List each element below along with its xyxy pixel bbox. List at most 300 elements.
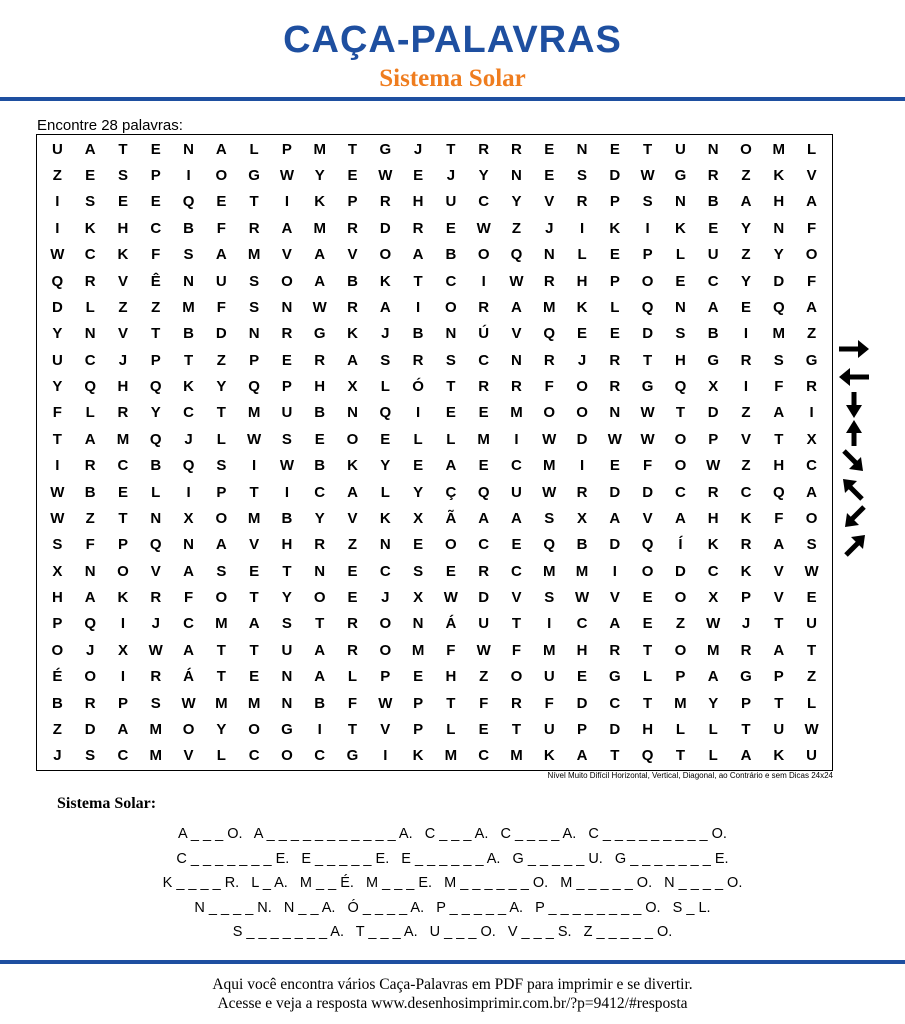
- grid-letter[interactable]: C: [314, 483, 326, 501]
- grid-letter[interactable]: P: [150, 351, 161, 369]
- grid-letter[interactable]: W: [279, 457, 295, 475]
- grid-letter[interactable]: R: [740, 641, 752, 659]
- grid-letter[interactable]: E: [445, 404, 456, 422]
- grid-letter[interactable]: S: [642, 193, 653, 211]
- grid-letter[interactable]: V: [544, 193, 555, 211]
- grid-letter[interactable]: I: [120, 668, 126, 686]
- grid-letter[interactable]: Q: [543, 325, 556, 343]
- grid-letter[interactable]: I: [481, 272, 486, 290]
- grid-letter[interactable]: D: [642, 483, 654, 501]
- grid-letter[interactable]: D: [707, 404, 719, 422]
- grid-letter[interactable]: G: [674, 167, 687, 185]
- grid-letter[interactable]: E: [216, 193, 227, 211]
- grid-letter[interactable]: E: [117, 193, 128, 211]
- grid-letter[interactable]: M: [510, 747, 523, 765]
- grid-letter[interactable]: A: [248, 615, 260, 633]
- grid-letter[interactable]: Q: [772, 483, 785, 501]
- grid-letter[interactable]: I: [612, 562, 617, 580]
- grid-letter[interactable]: O: [281, 747, 293, 765]
- grid-letter[interactable]: E: [478, 404, 489, 422]
- grid-letter[interactable]: A: [183, 562, 194, 580]
- grid-letter[interactable]: U: [675, 140, 686, 158]
- grid-letter[interactable]: E: [380, 430, 391, 448]
- grid-letter[interactable]: K: [740, 562, 752, 580]
- grid-letter[interactable]: T: [675, 747, 686, 765]
- grid-letter[interactable]: F: [183, 589, 194, 607]
- grid-letter[interactable]: Y: [150, 404, 161, 422]
- grid-letter[interactable]: C: [117, 457, 129, 475]
- grid-letter[interactable]: R: [314, 536, 326, 554]
- grid-letter[interactable]: Q: [248, 378, 260, 396]
- grid-letter[interactable]: M: [247, 246, 261, 264]
- grid-letter[interactable]: N: [773, 219, 785, 237]
- grid-letter[interactable]: W: [148, 641, 163, 659]
- grid-letter[interactable]: O: [576, 404, 588, 422]
- grid-letter[interactable]: R: [478, 378, 490, 396]
- grid-letter[interactable]: W: [443, 589, 458, 607]
- grid-letter[interactable]: W: [476, 219, 491, 237]
- grid-letter[interactable]: M: [116, 430, 130, 448]
- grid-letter[interactable]: S: [150, 694, 161, 712]
- grid-letter[interactable]: A: [445, 457, 457, 475]
- grid-letter[interactable]: O: [51, 641, 64, 659]
- grid-letter[interactable]: H: [773, 457, 785, 475]
- grid-letter[interactable]: A: [740, 193, 752, 211]
- grid-letter[interactable]: B: [445, 246, 457, 264]
- grid-letter[interactable]: Z: [807, 668, 817, 686]
- grid-letter[interactable]: S: [85, 193, 96, 211]
- grid-letter[interactable]: R: [84, 694, 96, 712]
- grid-letter[interactable]: Q: [641, 298, 654, 316]
- grid-letter[interactable]: Q: [149, 430, 162, 448]
- grid-letter[interactable]: F: [446, 641, 456, 659]
- grid-letter[interactable]: C: [675, 483, 686, 501]
- grid-letter[interactable]: H: [576, 641, 588, 659]
- grid-letter[interactable]: W: [378, 167, 393, 185]
- grid-letter[interactable]: G: [248, 167, 260, 185]
- grid-letter[interactable]: K: [412, 747, 424, 765]
- grid-letter[interactable]: O: [281, 272, 293, 290]
- grid-letter[interactable]: G: [346, 747, 359, 765]
- grid-letter[interactable]: C: [117, 747, 129, 765]
- grid-letter[interactable]: R: [412, 219, 424, 237]
- grid-letter[interactable]: I: [383, 747, 388, 765]
- grid-letter[interactable]: B: [150, 457, 162, 475]
- grid-letter[interactable]: Y: [281, 589, 292, 607]
- grid-letter[interactable]: I: [120, 615, 126, 633]
- grid-letter[interactable]: D: [773, 272, 785, 290]
- grid-letter[interactable]: T: [610, 747, 620, 765]
- grid-letter[interactable]: H: [412, 193, 424, 211]
- grid-letter[interactable]: R: [576, 483, 588, 501]
- grid-letter[interactable]: N: [675, 298, 686, 316]
- grid-letter[interactable]: I: [809, 404, 814, 422]
- grid-letter[interactable]: S: [183, 246, 194, 264]
- grid-letter[interactable]: C: [609, 694, 621, 712]
- grid-letter[interactable]: N: [609, 404, 621, 422]
- grid-letter[interactable]: E: [544, 167, 555, 185]
- grid-letter[interactable]: H: [314, 378, 326, 396]
- grid-letter[interactable]: B: [347, 272, 358, 290]
- grid-letter[interactable]: T: [413, 272, 423, 290]
- grid-letter[interactable]: X: [413, 589, 424, 607]
- grid-letter[interactable]: Y: [741, 219, 752, 237]
- grid-letter[interactable]: L: [249, 140, 259, 158]
- grid-letter[interactable]: S: [445, 351, 456, 369]
- grid-letter[interactable]: R: [347, 615, 358, 633]
- grid-letter[interactable]: T: [52, 430, 62, 448]
- grid-letter[interactable]: C: [478, 351, 490, 369]
- grid-letter[interactable]: M: [706, 641, 720, 659]
- grid-letter[interactable]: Z: [347, 536, 358, 554]
- grid-letter[interactable]: L: [643, 668, 653, 686]
- grid-letter[interactable]: P: [609, 193, 620, 211]
- grid-letter[interactable]: N: [347, 404, 358, 422]
- grid-letter[interactable]: N: [84, 325, 96, 343]
- grid-letter[interactable]: S: [773, 351, 784, 369]
- grid-letter[interactable]: G: [609, 668, 621, 686]
- grid-letter[interactable]: T: [315, 615, 325, 633]
- grid-letter[interactable]: Q: [84, 378, 97, 396]
- grid-letter[interactable]: P: [216, 483, 227, 501]
- grid-letter[interactable]: O: [674, 641, 687, 659]
- grid-letter[interactable]: R: [84, 457, 96, 475]
- grid-letter[interactable]: F: [544, 378, 554, 396]
- grid-letter[interactable]: A: [806, 483, 818, 501]
- grid-letter[interactable]: E: [609, 457, 620, 475]
- grid-letter[interactable]: Ê: [150, 272, 161, 290]
- grid-letter[interactable]: Z: [85, 509, 95, 527]
- grid-letter[interactable]: N: [379, 536, 391, 554]
- grid-letter[interactable]: A: [806, 298, 818, 316]
- grid-letter[interactable]: Y: [380, 457, 391, 475]
- grid-letter[interactable]: É: [52, 668, 63, 686]
- grid-letter[interactable]: M: [543, 298, 556, 316]
- grid-letter[interactable]: N: [183, 140, 194, 158]
- grid-letter[interactable]: O: [379, 615, 392, 633]
- grid-letter[interactable]: E: [347, 562, 358, 580]
- grid-letter[interactable]: O: [674, 589, 687, 607]
- grid-letter[interactable]: S: [117, 167, 128, 185]
- grid-letter[interactable]: M: [543, 562, 556, 580]
- grid-letter[interactable]: Y: [314, 167, 325, 185]
- grid-letter[interactable]: C: [84, 246, 96, 264]
- grid-letter[interactable]: L: [446, 720, 456, 738]
- grid-letter[interactable]: I: [186, 167, 191, 185]
- grid-letter[interactable]: C: [740, 483, 752, 501]
- grid-letter[interactable]: N: [281, 298, 293, 316]
- grid-letter[interactable]: B: [281, 509, 293, 527]
- grid-letter[interactable]: E: [609, 246, 620, 264]
- grid-letter[interactable]: I: [55, 457, 60, 475]
- grid-letter[interactable]: I: [186, 483, 191, 501]
- grid-letter[interactable]: Y: [52, 325, 63, 343]
- grid-letter[interactable]: K: [117, 589, 129, 607]
- grid-letter[interactable]: T: [511, 720, 522, 738]
- grid-letter[interactable]: K: [183, 378, 194, 396]
- grid-letter[interactable]: Q: [510, 246, 523, 264]
- grid-letter[interactable]: P: [52, 615, 63, 633]
- grid-letter[interactable]: P: [741, 589, 752, 607]
- grid-letter[interactable]: M: [543, 457, 556, 475]
- grid-letter[interactable]: A: [347, 483, 358, 501]
- grid-letter[interactable]: K: [314, 193, 326, 211]
- grid-letter[interactable]: H: [773, 193, 785, 211]
- grid-letter[interactable]: D: [609, 536, 621, 554]
- grid-letter[interactable]: T: [643, 641, 653, 659]
- grid-letter[interactable]: W: [640, 167, 655, 185]
- grid-letter[interactable]: S: [413, 562, 424, 580]
- grid-letter[interactable]: M: [444, 747, 458, 765]
- grid-letter[interactable]: E: [150, 140, 161, 158]
- grid-letter[interactable]: C: [150, 219, 162, 237]
- grid-letter[interactable]: G: [740, 668, 752, 686]
- grid-letter[interactable]: V: [183, 747, 194, 765]
- grid-letter[interactable]: V: [609, 589, 620, 607]
- grid-letter[interactable]: W: [640, 430, 655, 448]
- grid-letter[interactable]: D: [576, 694, 588, 712]
- grid-letter[interactable]: E: [478, 457, 489, 475]
- grid-letter[interactable]: C: [248, 747, 260, 765]
- grid-letter[interactable]: S: [85, 747, 96, 765]
- grid-letter[interactable]: U: [511, 483, 522, 501]
- grid-letter[interactable]: I: [514, 430, 519, 448]
- grid-letter[interactable]: G: [281, 720, 293, 738]
- grid-letter[interactable]: T: [151, 325, 161, 343]
- grid-letter[interactable]: W: [50, 483, 65, 501]
- grid-letter[interactable]: N: [281, 668, 293, 686]
- grid-letter[interactable]: T: [282, 562, 292, 580]
- grid-letter[interactable]: R: [117, 404, 129, 422]
- grid-letter[interactable]: I: [252, 457, 257, 475]
- grid-letter[interactable]: X: [806, 430, 817, 448]
- grid-letter[interactable]: L: [675, 720, 686, 738]
- grid-letter[interactable]: E: [642, 589, 653, 607]
- grid-letter[interactable]: Q: [182, 457, 195, 475]
- grid-letter[interactable]: F: [151, 246, 161, 264]
- grid-letter[interactable]: U: [281, 641, 293, 659]
- grid-letter[interactable]: T: [446, 140, 456, 158]
- grid-letter[interactable]: A: [576, 747, 588, 765]
- grid-letter[interactable]: Z: [675, 615, 686, 633]
- grid-letter[interactable]: E: [347, 167, 358, 185]
- grid-letter[interactable]: L: [610, 298, 620, 316]
- grid-letter[interactable]: S: [544, 509, 555, 527]
- grid-letter[interactable]: A: [412, 246, 424, 264]
- grid-letter[interactable]: T: [741, 720, 751, 738]
- grid-letter[interactable]: S: [577, 167, 588, 185]
- grid-letter[interactable]: V: [117, 272, 128, 290]
- grid-letter[interactable]: J: [413, 140, 423, 158]
- grid-letter[interactable]: R: [150, 668, 162, 686]
- grid-letter[interactable]: T: [216, 404, 226, 422]
- grid-letter[interactable]: B: [576, 536, 588, 554]
- grid-letter[interactable]: Z: [52, 167, 62, 185]
- grid-letter[interactable]: A: [773, 641, 785, 659]
- grid-letter[interactable]: E: [249, 668, 260, 686]
- grid-letter[interactable]: B: [183, 219, 194, 237]
- grid-letter[interactable]: R: [543, 272, 555, 290]
- grid-letter[interactable]: T: [183, 351, 194, 369]
- grid-letter[interactable]: Z: [151, 298, 161, 316]
- grid-letter[interactable]: E: [413, 457, 424, 475]
- grid-letter[interactable]: A: [707, 298, 719, 316]
- grid-letter[interactable]: V: [642, 509, 653, 527]
- grid-letter[interactable]: W: [181, 694, 196, 712]
- grid-letter[interactable]: R: [281, 325, 293, 343]
- grid-letter[interactable]: N: [511, 351, 522, 369]
- grid-letter[interactable]: S: [249, 272, 260, 290]
- grid-letter[interactable]: F: [479, 694, 489, 712]
- grid-letter[interactable]: P: [609, 272, 620, 290]
- grid-letter[interactable]: Ç: [445, 483, 457, 501]
- grid-letter[interactable]: P: [150, 167, 161, 185]
- grid-letter[interactable]: O: [379, 641, 392, 659]
- grid-letter[interactable]: A: [740, 747, 752, 765]
- grid-letter[interactable]: S: [216, 457, 227, 475]
- grid-letter[interactable]: W: [542, 483, 557, 501]
- grid-letter[interactable]: A: [347, 351, 358, 369]
- grid-letter[interactable]: E: [708, 219, 719, 237]
- grid-letter[interactable]: S: [281, 430, 292, 448]
- grid-letter[interactable]: M: [247, 404, 261, 422]
- grid-letter[interactable]: W: [706, 615, 721, 633]
- grid-letter[interactable]: H: [642, 720, 654, 738]
- grid-letter[interactable]: C: [183, 615, 194, 633]
- grid-letter[interactable]: R: [740, 536, 752, 554]
- grid-letter[interactable]: C: [314, 747, 326, 765]
- grid-letter[interactable]: U: [445, 193, 457, 211]
- grid-letter[interactable]: R: [347, 641, 358, 659]
- grid-letter[interactable]: A: [215, 536, 227, 554]
- grid-letter[interactable]: R: [511, 694, 522, 712]
- grid-letter[interactable]: K: [576, 298, 588, 316]
- grid-letter[interactable]: C: [379, 562, 391, 580]
- grid-letter[interactable]: O: [477, 246, 490, 264]
- grid-letter[interactable]: J: [381, 325, 390, 343]
- grid-letter[interactable]: O: [215, 167, 228, 185]
- grid-letter[interactable]: R: [707, 483, 719, 501]
- grid-letter[interactable]: M: [772, 140, 786, 158]
- grid-letter[interactable]: Q: [772, 298, 785, 316]
- grid-letter[interactable]: N: [84, 562, 96, 580]
- grid-letter[interactable]: N: [412, 615, 424, 633]
- grid-letter[interactable]: E: [741, 298, 752, 316]
- grid-letter[interactable]: B: [183, 325, 194, 343]
- grid-letter[interactable]: K: [379, 509, 391, 527]
- grid-letter[interactable]: A: [314, 272, 326, 290]
- grid-letter[interactable]: L: [380, 378, 390, 396]
- grid-letter[interactable]: P: [249, 351, 260, 369]
- grid-letter[interactable]: F: [807, 272, 817, 290]
- grid-letter[interactable]: Y: [741, 272, 752, 290]
- grid-letter[interactable]: P: [577, 720, 588, 738]
- grid-letter[interactable]: F: [347, 694, 358, 712]
- grid-letter[interactable]: Q: [51, 272, 64, 290]
- grid-letter[interactable]: F: [511, 641, 522, 659]
- grid-letter[interactable]: O: [674, 457, 687, 475]
- grid-letter[interactable]: T: [216, 641, 226, 659]
- grid-letter[interactable]: Ã: [445, 509, 457, 527]
- grid-letter[interactable]: U: [51, 351, 63, 369]
- grid-letter[interactable]: I: [284, 483, 290, 501]
- grid-letter[interactable]: D: [609, 167, 621, 185]
- grid-letter[interactable]: L: [347, 668, 358, 686]
- grid-letter[interactable]: T: [446, 378, 456, 396]
- grid-letter[interactable]: B: [412, 325, 424, 343]
- grid-letter[interactable]: M: [215, 694, 228, 712]
- grid-letter[interactable]: M: [510, 404, 523, 422]
- grid-letter[interactable]: R: [609, 378, 621, 396]
- grid-letter[interactable]: H: [117, 378, 129, 396]
- grid-letter[interactable]: R: [478, 298, 490, 316]
- grid-letter[interactable]: P: [117, 694, 128, 712]
- grid-letter[interactable]: Ú: [478, 325, 490, 343]
- grid-letter[interactable]: O: [117, 562, 129, 580]
- grid-letter[interactable]: T: [643, 351, 653, 369]
- grid-letter[interactable]: P: [413, 694, 424, 712]
- grid-letter[interactable]: R: [478, 562, 490, 580]
- grid-letter[interactable]: D: [379, 219, 391, 237]
- grid-letter[interactable]: O: [805, 246, 818, 264]
- grid-letter[interactable]: N: [445, 325, 457, 343]
- grid-letter[interactable]: D: [642, 325, 654, 343]
- grid-letter[interactable]: K: [740, 509, 752, 527]
- grid-letter[interactable]: L: [446, 430, 456, 448]
- grid-letter[interactable]: W: [706, 457, 721, 475]
- grid-letter[interactable]: L: [413, 430, 423, 448]
- grid-letter[interactable]: V: [380, 720, 391, 738]
- grid-letter[interactable]: A: [707, 668, 719, 686]
- grid-letter[interactable]: Á: [445, 615, 457, 633]
- grid-letter[interactable]: P: [413, 720, 424, 738]
- grid-letter[interactable]: R: [609, 641, 621, 659]
- grid-letter[interactable]: T: [774, 430, 784, 448]
- grid-letter[interactable]: E: [413, 668, 424, 686]
- grid-letter[interactable]: O: [674, 430, 687, 448]
- grid-letter[interactable]: E: [314, 430, 325, 448]
- grid-letter[interactable]: K: [117, 246, 129, 264]
- grid-letter[interactable]: P: [347, 193, 358, 211]
- grid-letter[interactable]: A: [675, 509, 686, 527]
- grid-letter[interactable]: M: [772, 325, 786, 343]
- grid-letter[interactable]: Y: [773, 246, 784, 264]
- grid-letter[interactable]: D: [609, 720, 621, 738]
- grid-letter[interactable]: V: [117, 325, 128, 343]
- grid-letter[interactable]: V: [511, 589, 522, 607]
- grid-letter[interactable]: N: [576, 140, 588, 158]
- grid-letter[interactable]: T: [675, 404, 686, 422]
- grid-letter[interactable]: I: [284, 193, 290, 211]
- grid-letter[interactable]: L: [151, 483, 161, 501]
- grid-letter[interactable]: T: [643, 694, 653, 712]
- grid-letter[interactable]: R: [707, 167, 719, 185]
- grid-letter[interactable]: B: [84, 483, 96, 501]
- grid-letter[interactable]: W: [509, 272, 524, 290]
- grid-letter[interactable]: T: [216, 668, 226, 686]
- grid-letter[interactable]: W: [378, 694, 393, 712]
- grid-letter[interactable]: Q: [641, 747, 654, 765]
- grid-letter[interactable]: J: [118, 351, 128, 369]
- grid-letter[interactable]: Y: [52, 378, 63, 396]
- grid-letter[interactable]: O: [510, 668, 523, 686]
- grid-letter[interactable]: F: [52, 404, 62, 422]
- grid-letter[interactable]: Z: [741, 457, 751, 475]
- grid-letter[interactable]: C: [707, 562, 719, 580]
- grid-letter[interactable]: W: [312, 298, 327, 316]
- grid-letter[interactable]: A: [314, 668, 326, 686]
- grid-letter[interactable]: V: [150, 562, 161, 580]
